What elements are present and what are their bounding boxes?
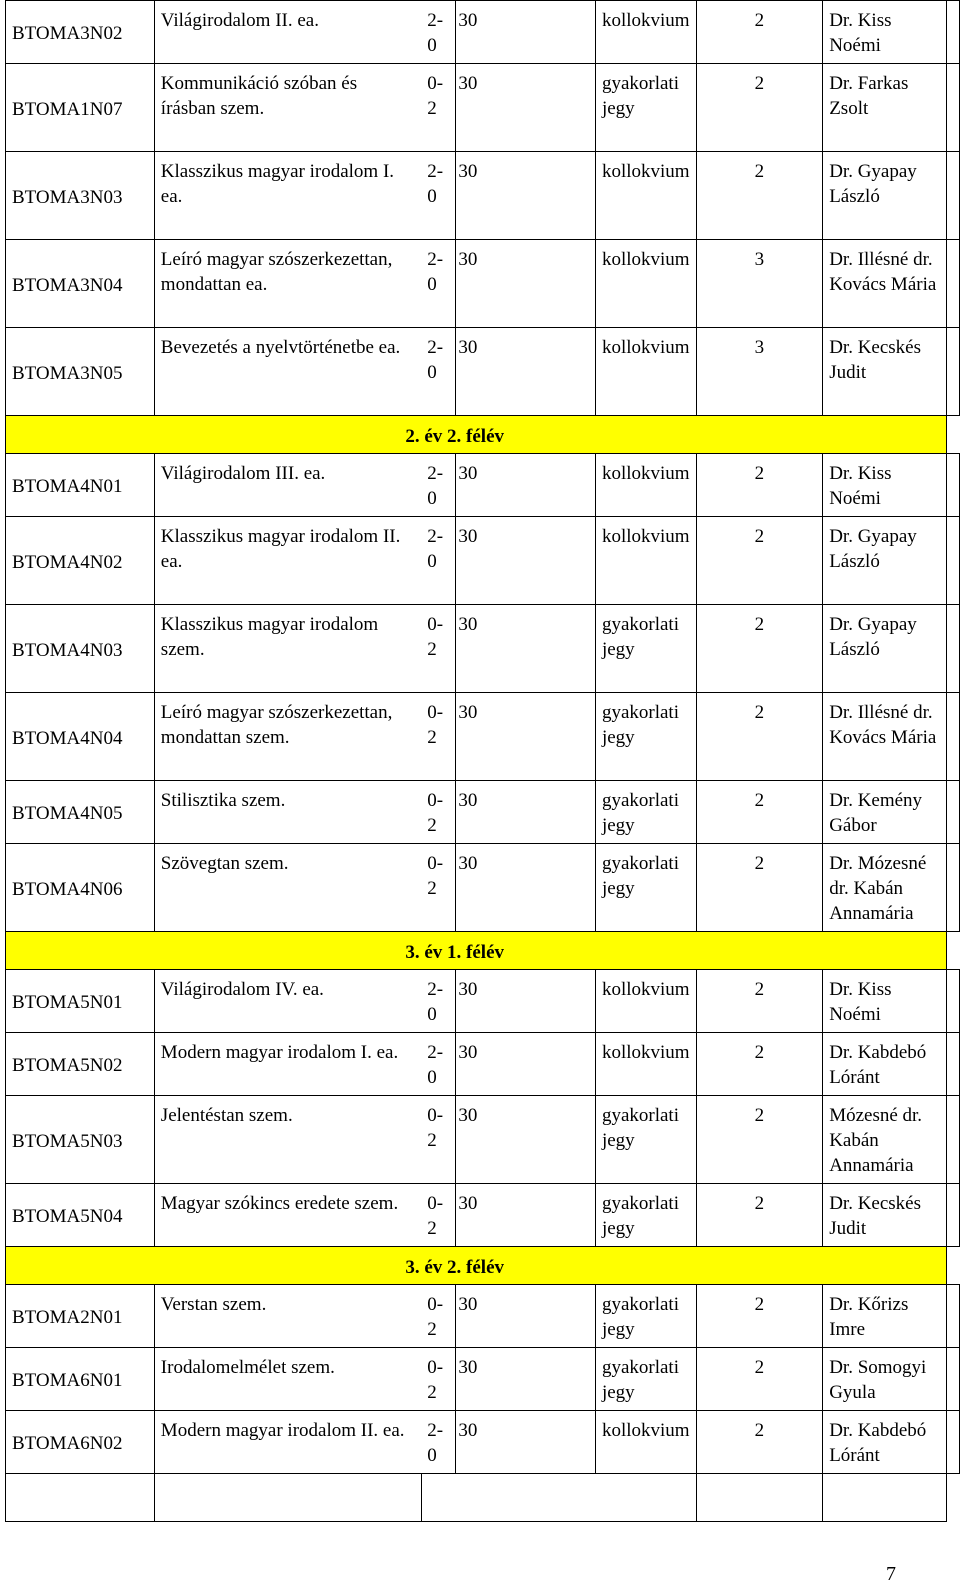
blank-row — [6, 1474, 960, 1522]
table-row — [6, 1, 960, 64]
credits: 2 — [696, 693, 823, 781]
teacher-name: Dr. Illésné dr. Kovács Mária — [823, 693, 947, 781]
empty-cell — [696, 1474, 823, 1522]
credits: 2 — [696, 454, 823, 517]
credits: 2 — [696, 1033, 823, 1096]
weekly-hours: 2-0 — [421, 240, 456, 328]
weekly-hours: 0-2 — [421, 605, 456, 693]
semester-label: 3. év 2. félév — [327, 1247, 946, 1285]
course-name: Verstan szem. — [154, 1285, 421, 1348]
table-row — [6, 454, 960, 517]
weekly-hours: 0-2 — [421, 64, 456, 152]
table-row — [6, 152, 960, 240]
teacher-name: Dr. Somogyi Gyula — [823, 1348, 947, 1411]
weekly-hours: 0-2 — [421, 693, 456, 781]
table-row — [6, 1033, 960, 1096]
total-hours: 30 — [456, 517, 596, 605]
table-row — [6, 693, 960, 781]
empty-cell — [947, 781, 960, 844]
empty-cell — [947, 1184, 960, 1247]
total-hours: 30 — [456, 1096, 596, 1184]
table-row — [6, 1285, 960, 1348]
total-hours: 30 — [456, 328, 596, 416]
course-name: Modern magyar irodalom I. ea. — [154, 1033, 421, 1096]
table-row — [6, 1411, 960, 1474]
credits: 2 — [696, 781, 823, 844]
page-number: 7 — [886, 1563, 896, 1585]
exam-type: gyakorlati jegy — [595, 693, 696, 781]
total-hours: 30 — [456, 152, 596, 240]
exam-type: kollokvium — [595, 328, 696, 416]
course-code: BTOMA3N03 — [6, 152, 155, 240]
total-hours: 30 — [456, 64, 596, 152]
exam-type: kollokvium — [595, 517, 696, 605]
table-row — [6, 1348, 960, 1411]
weekly-hours: 2-0 — [421, 454, 456, 517]
weekly-hours: 2-0 — [421, 152, 456, 240]
empty-cell — [6, 1474, 155, 1522]
course-code: BTOMA4N04 — [6, 693, 155, 781]
empty-cell — [947, 328, 960, 416]
total-hours: 30 — [456, 240, 596, 328]
exam-type: kollokvium — [595, 1, 696, 64]
total-hours: 30 — [456, 1184, 596, 1247]
course-name: Klasszikus magyar irodalom szem. — [154, 605, 421, 693]
exam-type: gyakorlati jegy — [595, 1285, 696, 1348]
total-hours: 30 — [456, 1, 596, 64]
weekly-hours: 2-0 — [421, 1, 456, 64]
teacher-name: Dr. Farkas Zsolt — [823, 64, 947, 152]
total-hours: 30 — [456, 1033, 596, 1096]
weekly-hours: 2-0 — [421, 1411, 456, 1474]
exam-type: kollokvium — [595, 1033, 696, 1096]
empty-cell — [421, 1474, 696, 1522]
empty-cell — [947, 605, 960, 693]
empty-cell — [947, 1285, 960, 1348]
weekly-hours: 2-0 — [421, 970, 456, 1033]
teacher-name: Dr. Mózesné dr. Kabán Annamária — [823, 844, 947, 932]
course-code: BTOMA1N07 — [6, 64, 155, 152]
exam-type: gyakorlati jegy — [595, 1096, 696, 1184]
empty-cell — [947, 517, 960, 605]
course-code: BTOMA6N02 — [6, 1411, 155, 1474]
weekly-hours: 2-0 — [421, 328, 456, 416]
semester-header-left — [6, 1247, 328, 1285]
weekly-hours: 2-0 — [421, 1033, 456, 1096]
course-code: BTOMA4N01 — [6, 454, 155, 517]
teacher-name: Dr. Gyapay László — [823, 152, 947, 240]
total-hours: 30 — [456, 693, 596, 781]
weekly-hours: 0-2 — [421, 1184, 456, 1247]
total-hours: 30 — [456, 1411, 596, 1474]
semester-header-row — [6, 416, 960, 454]
teacher-name: Dr. Kőrizs Imre — [823, 1285, 947, 1348]
exam-type: gyakorlati jegy — [595, 1348, 696, 1411]
teacher-name: Dr. Kecskés Judit — [823, 1184, 947, 1247]
semester-label: 2. év 2. félév — [327, 416, 946, 454]
table-row — [6, 970, 960, 1033]
course-code: BTOMA4N06 — [6, 844, 155, 932]
empty-cell — [947, 1348, 960, 1411]
empty-cell — [947, 152, 960, 240]
empty-cell — [823, 1474, 947, 1522]
table-row — [6, 1184, 960, 1247]
total-hours: 30 — [456, 454, 596, 517]
course-code: BTOMA6N01 — [6, 1348, 155, 1411]
course-code: BTOMA4N02 — [6, 517, 155, 605]
course-name: Klasszikus magyar irodalom I. ea. — [154, 152, 421, 240]
table-row — [6, 844, 960, 932]
course-name: Stilisztika szem. — [154, 781, 421, 844]
weekly-hours: 0-2 — [421, 1096, 456, 1184]
credits: 2 — [696, 1096, 823, 1184]
course-name: Kommunikáció szóban és írásban szem. — [154, 64, 421, 152]
course-name: Magyar szókincs eredete szem. — [154, 1184, 421, 1247]
credits: 2 — [696, 970, 823, 1033]
exam-type: kollokvium — [595, 240, 696, 328]
weekly-hours: 0-2 — [421, 1348, 456, 1411]
empty-cell — [947, 970, 960, 1033]
credits: 2 — [696, 605, 823, 693]
empty-cell — [947, 240, 960, 328]
weekly-hours: 2-0 — [421, 517, 456, 605]
course-name: Világirodalom IV. ea. — [154, 970, 421, 1033]
course-name: Jelentéstan szem. — [154, 1096, 421, 1184]
course-code: BTOMA5N03 — [6, 1096, 155, 1184]
course-name: Világirodalom III. ea. — [154, 454, 421, 517]
teacher-name: Dr. Kiss Noémi — [823, 454, 947, 517]
credits: 2 — [696, 1285, 823, 1348]
course-name: Modern magyar irodalom II. ea. — [154, 1411, 421, 1474]
teacher-name: Dr. Kiss Noémi — [823, 970, 947, 1033]
credits: 2 — [696, 64, 823, 152]
course-code: BTOMA4N05 — [6, 781, 155, 844]
exam-type: gyakorlati jegy — [595, 64, 696, 152]
total-hours: 30 — [456, 1348, 596, 1411]
empty-cell — [947, 1, 960, 64]
empty-cell — [947, 1411, 960, 1474]
empty-cell — [947, 64, 960, 152]
exam-type: kollokvium — [595, 970, 696, 1033]
exam-type: kollokvium — [595, 152, 696, 240]
credits: 2 — [696, 1411, 823, 1474]
empty-cell — [947, 454, 960, 517]
table-row — [6, 781, 960, 844]
teacher-name: Dr. Kemény Gábor — [823, 781, 947, 844]
course-name: Bevezetés a nyelvtörténetbe ea. — [154, 328, 421, 416]
table-row — [6, 517, 960, 605]
course-name: Világirodalom II. ea. — [154, 1, 421, 64]
teacher-name: Dr. Kecskés Judit — [823, 328, 947, 416]
exam-type: kollokvium — [595, 454, 696, 517]
course-code: BTOMA3N05 — [6, 328, 155, 416]
credits: 2 — [696, 1348, 823, 1411]
credits: 2 — [696, 1184, 823, 1247]
table-row — [6, 1096, 960, 1184]
exam-type: kollokvium — [595, 1411, 696, 1474]
credits: 2 — [696, 844, 823, 932]
empty-cell — [947, 693, 960, 781]
credits: 3 — [696, 328, 823, 416]
exam-type: gyakorlati jegy — [595, 844, 696, 932]
teacher-name: Dr. Kabdebó Lóránt — [823, 1033, 947, 1096]
course-name: Szövegtan szem. — [154, 844, 421, 932]
semester-label: 3. év 1. félév — [327, 932, 946, 970]
credits: 2 — [696, 152, 823, 240]
course-name: Klasszikus magyar irodalom II. ea. — [154, 517, 421, 605]
course-code: BTOMA5N01 — [6, 970, 155, 1033]
exam-type: gyakorlati jegy — [595, 1184, 696, 1247]
course-code: BTOMA3N02 — [6, 1, 155, 64]
total-hours: 30 — [456, 844, 596, 932]
semester-header-left — [6, 416, 328, 454]
credits: 3 — [696, 240, 823, 328]
course-code: BTOMA2N01 — [6, 1285, 155, 1348]
teacher-name: Dr. Illésné dr. Kovács Mária — [823, 240, 947, 328]
exam-type: gyakorlati jegy — [595, 605, 696, 693]
semester-header-row — [6, 932, 960, 970]
semester-header-left — [6, 932, 328, 970]
table-row — [6, 64, 960, 152]
empty-cell — [947, 1033, 960, 1096]
table-row — [6, 605, 960, 693]
teacher-name: Dr. Kiss Noémi — [823, 1, 947, 64]
total-hours: 30 — [456, 605, 596, 693]
table-row — [6, 240, 960, 328]
empty-cell — [947, 1096, 960, 1184]
teacher-name: Dr. Kabdebó Lóránt — [823, 1411, 947, 1474]
course-name: Leíró magyar szószerkezettan, mondattan ea. — [154, 240, 421, 328]
table-row — [6, 328, 960, 416]
total-hours: 30 — [456, 1285, 596, 1348]
credits: 2 — [696, 517, 823, 605]
empty-cell — [947, 844, 960, 932]
empty-cell — [154, 1474, 421, 1522]
course-code: BTOMA5N02 — [6, 1033, 155, 1096]
course-code: BTOMA4N03 — [6, 605, 155, 693]
weekly-hours: 0-2 — [421, 844, 456, 932]
course-code: BTOMA5N04 — [6, 1184, 155, 1247]
course-code: BTOMA3N04 — [6, 240, 155, 328]
course-name: Leíró magyar szószerkezettan, mondattan szem. — [154, 693, 421, 781]
curriculum-table — [5, 0, 960, 1522]
teacher-name: Mózesné dr. Kabán Annamária — [823, 1096, 947, 1184]
weekly-hours: 0-2 — [421, 781, 456, 844]
teacher-name: Dr. Gyapay László — [823, 605, 947, 693]
total-hours: 30 — [456, 781, 596, 844]
weekly-hours: 0-2 — [421, 1285, 456, 1348]
teacher-name: Dr. Gyapay László — [823, 517, 947, 605]
exam-type: gyakorlati jegy — [595, 781, 696, 844]
total-hours: 30 — [456, 970, 596, 1033]
credits: 2 — [696, 1, 823, 64]
semester-header-row — [6, 1247, 960, 1285]
course-name: Irodalomelmélet szem. — [154, 1348, 421, 1411]
